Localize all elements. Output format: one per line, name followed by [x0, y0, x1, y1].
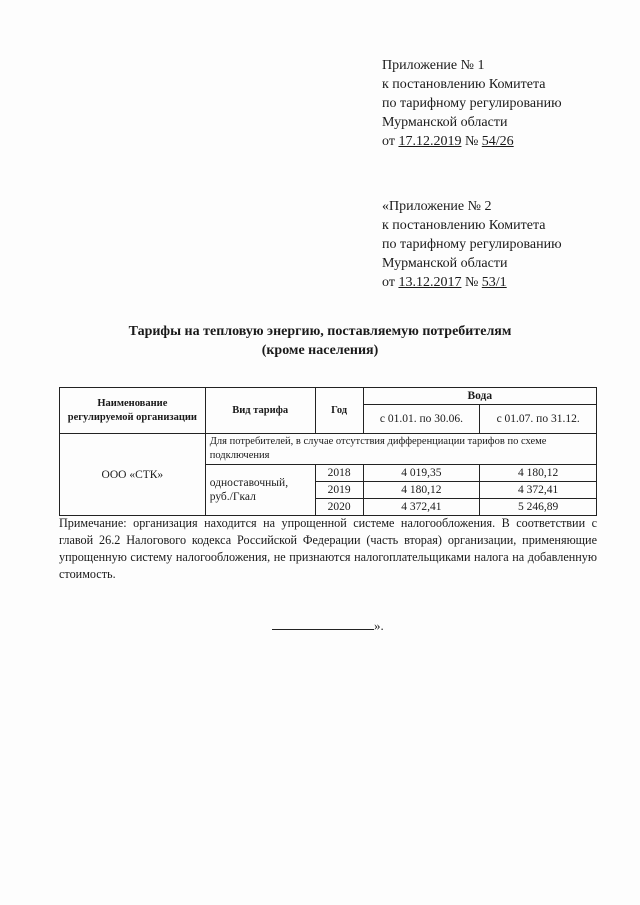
- title-line-1: Тарифы на тепловую энергию, поставляемую потребителям: [128, 324, 512, 339]
- appendix-2-line: Мурманской области: [382, 256, 508, 271]
- organization-cell: ООО «СТК»: [60, 434, 206, 516]
- year-cell: 2018: [315, 465, 363, 482]
- condition-cell: Для потребителей, в случае отсутствия дифференциации тарифов по схеме подключения: [205, 434, 596, 465]
- period-2-value: 4 372,41: [480, 482, 597, 499]
- document-title: [0, 322, 640, 360]
- number-prefix: №: [461, 134, 482, 149]
- appendix-1-date-line: [382, 132, 562, 151]
- tax-note: Примечание: организация находится на упрощенной системе налогообложения. В соответствии с главой 26.2 Налогового кодекса Российской Федерации (часть вторая) организации, применяющие упрощенную систему налогообложения, не признаются налогоплательщиками налога на добавленную стоимость.: [59, 516, 597, 581]
- appendix-2-date-line: [382, 273, 562, 292]
- table-header-row: [60, 388, 597, 405]
- appendix-1-line: Мурманской области: [382, 115, 508, 130]
- date-prefix: от: [382, 275, 399, 290]
- tariff-type-cell: одноставочный, руб./Гкал: [205, 465, 315, 516]
- period-1-value: 4 019,35: [363, 465, 480, 482]
- signature-underline: [272, 617, 374, 630]
- period-1-value: 4 372,41: [363, 499, 480, 516]
- date-prefix: от: [382, 134, 399, 149]
- year-cell: 2019: [315, 482, 363, 499]
- appendix-1-title: Приложение № 1: [382, 58, 485, 73]
- header-tariff-type: Вид тарифа: [205, 388, 315, 434]
- title-line-2: (кроме населения): [261, 343, 379, 358]
- period-1-value: 4 180,12: [363, 482, 480, 499]
- appendix-2-number: 53/1: [481, 275, 507, 290]
- year-cell: 2020: [315, 499, 363, 516]
- closing-line: [272, 617, 384, 634]
- period-2-value: 4 180,12: [480, 465, 597, 482]
- appendix-2-title: «Приложение № 2: [382, 199, 492, 214]
- appendix-1-number: 54/26: [481, 134, 514, 149]
- closing-quote: ».: [374, 618, 384, 633]
- header-water: Вода: [363, 388, 596, 405]
- appendix-2-line: к постановлению Комитета: [382, 218, 546, 233]
- appendix-2-date: 13.12.2017: [398, 275, 462, 290]
- appendix-1-header: [382, 56, 562, 151]
- header-period-2: с 01.07. по 31.12.: [480, 405, 597, 434]
- tariff-table: [59, 387, 597, 516]
- appendix-1-line: к постановлению Комитета: [382, 77, 546, 92]
- header-period-1: с 01.01. по 30.06.: [363, 405, 480, 434]
- appendix-1-line: по тарифному регулированию: [382, 96, 562, 111]
- number-prefix: №: [461, 275, 482, 290]
- appendix-2-header: [382, 197, 562, 292]
- header-organization: Наименование регулируемой организации: [60, 388, 206, 434]
- header-year: Год: [315, 388, 363, 434]
- appendix-2-line: по тарифному регулированию: [382, 237, 562, 252]
- period-2-value: 5 246,89: [480, 499, 597, 516]
- table-condition-row: [60, 434, 597, 465]
- appendix-1-date: 17.12.2019: [398, 134, 462, 149]
